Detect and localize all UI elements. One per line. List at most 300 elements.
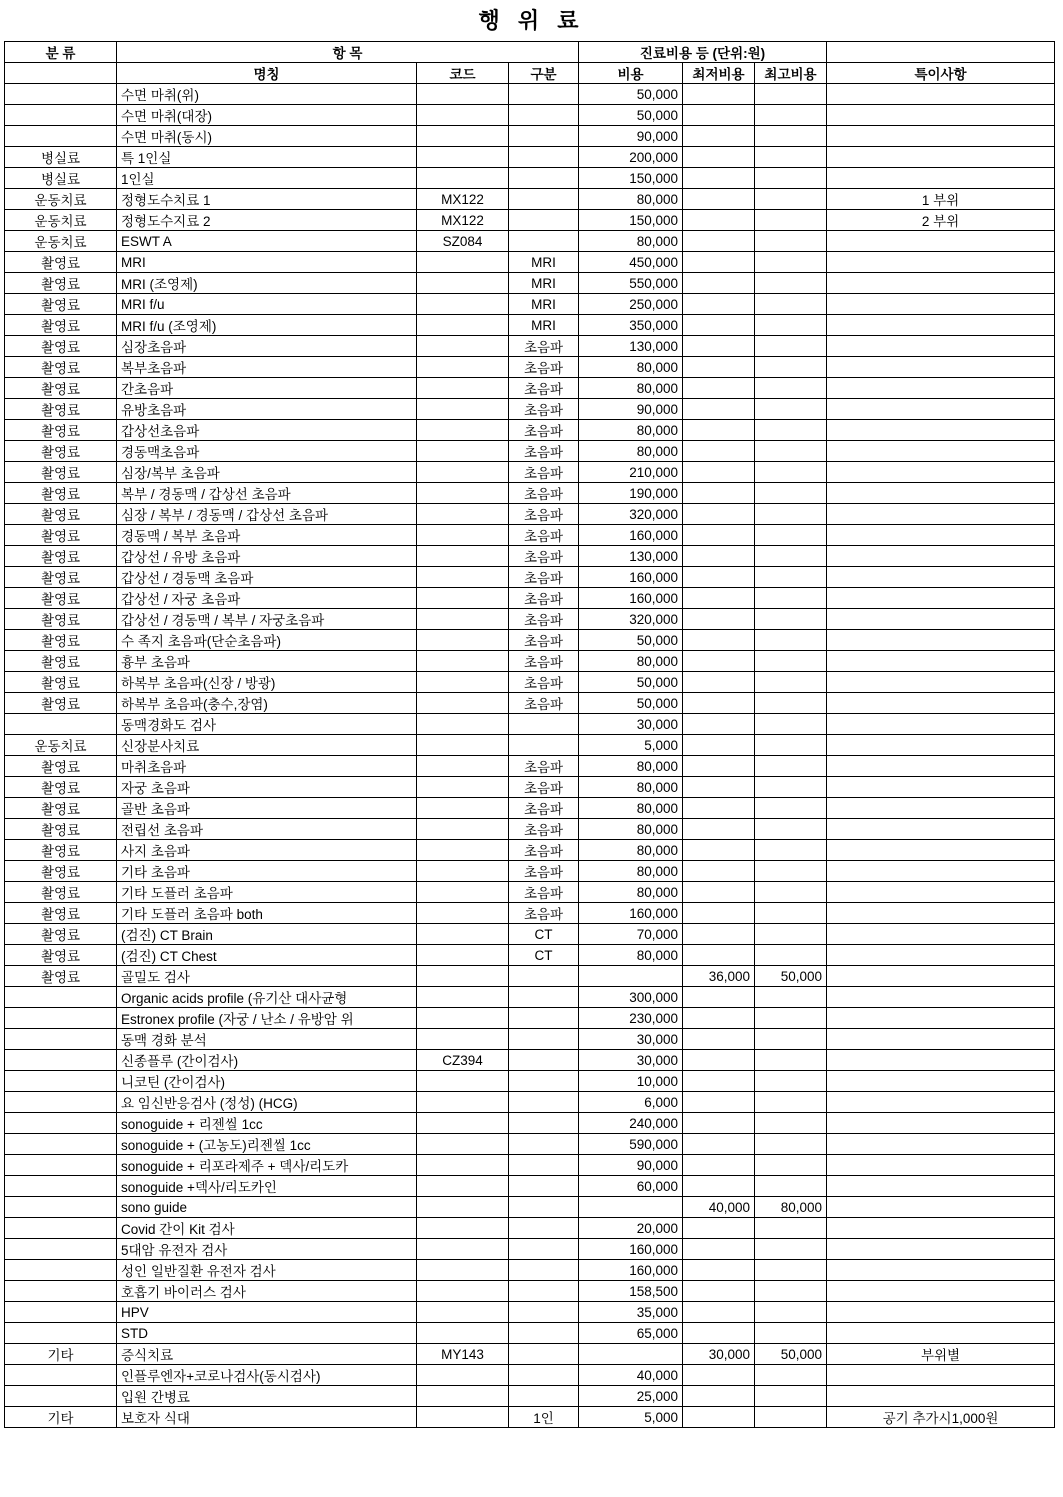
cell-division: [509, 1029, 579, 1050]
table-row: [5, 1155, 1055, 1176]
cell-note: [827, 462, 1055, 483]
cell-code: [417, 903, 509, 924]
cell-note: [827, 1029, 1055, 1050]
cell-max-cost: [755, 189, 827, 210]
cell-name: 수면 마취(위): [117, 84, 417, 105]
cell-name: (검진) CT Brain: [117, 924, 417, 945]
cell-category: 촬영료: [5, 777, 117, 798]
cell-cost: 50,000: [579, 672, 683, 693]
table-row: [5, 378, 1055, 399]
cell-note: [827, 777, 1055, 798]
cell-note: [827, 1386, 1055, 1407]
cell-code: [417, 1323, 509, 1344]
cell-note: [827, 147, 1055, 168]
table-row: [5, 84, 1055, 105]
cell-name: 갑상선 / 자궁 초음파: [117, 588, 417, 609]
cell-code: [417, 378, 509, 399]
cell-max-cost: [755, 651, 827, 672]
cell-division: [509, 1386, 579, 1407]
cell-note: [827, 1281, 1055, 1302]
table-row: [5, 1092, 1055, 1113]
table-row: [5, 672, 1055, 693]
header-note: 특이사항: [827, 63, 1055, 84]
cell-max-cost: [755, 378, 827, 399]
cell-note: 2 부위: [827, 210, 1055, 231]
cell-cost: 350,000: [579, 315, 683, 336]
cell-division: CT: [509, 945, 579, 966]
cell-division: 초음파: [509, 462, 579, 483]
header-item-group: 항 목: [117, 42, 579, 63]
cell-max-cost: [755, 945, 827, 966]
cell-note: [827, 1218, 1055, 1239]
cell-min-cost: [683, 756, 755, 777]
cell-code: [417, 651, 509, 672]
cell-name: 정형도수치료 1: [117, 189, 417, 210]
cell-code: [417, 462, 509, 483]
cell-division: [509, 1134, 579, 1155]
cell-category: [5, 1386, 117, 1407]
cell-code: [417, 84, 509, 105]
cell-cost: 80,000: [579, 357, 683, 378]
table-row: [5, 861, 1055, 882]
header-min-cost: 최저비용: [683, 63, 755, 84]
cell-name: 증식치료: [117, 1344, 417, 1365]
cell-division: [509, 1071, 579, 1092]
cell-category: 촬영료: [5, 483, 117, 504]
cell-code: [417, 1386, 509, 1407]
cell-max-cost: [755, 882, 827, 903]
cell-note: [827, 315, 1055, 336]
cell-max-cost: [755, 126, 827, 147]
cell-note: [827, 756, 1055, 777]
cell-name: 골반 초음파: [117, 798, 417, 819]
cell-name: 입원 간병료: [117, 1386, 417, 1407]
table-header-top: [5, 42, 1055, 63]
cell-min-cost: 36,000: [683, 966, 755, 987]
cell-min-cost: [683, 84, 755, 105]
cell-category: [5, 987, 117, 1008]
cell-note: 1 부위: [827, 189, 1055, 210]
cell-max-cost: [755, 336, 827, 357]
cell-min-cost: [683, 672, 755, 693]
cell-category: 촬영료: [5, 294, 117, 315]
cell-division: 초음파: [509, 567, 579, 588]
cell-max-cost: [755, 630, 827, 651]
cell-max-cost: [755, 903, 827, 924]
cell-name: 갑상선 / 유방 초음파: [117, 546, 417, 567]
cell-min-cost: [683, 504, 755, 525]
table-row: [5, 798, 1055, 819]
table-row: [5, 399, 1055, 420]
cell-min-cost: [683, 1302, 755, 1323]
cell-note: 공기 추가시1,000원: [827, 1407, 1055, 1428]
cell-max-cost: [755, 1092, 827, 1113]
cell-note: [827, 525, 1055, 546]
table-row: [5, 1281, 1055, 1302]
cell-note: [827, 1092, 1055, 1113]
cell-division: MRI: [509, 273, 579, 294]
cell-max-cost: [755, 420, 827, 441]
table-row: [5, 693, 1055, 714]
cell-code: [417, 945, 509, 966]
cell-name: 수면 마취(대장): [117, 105, 417, 126]
cell-cost: 160,000: [579, 567, 683, 588]
cell-category: 촬영료: [5, 525, 117, 546]
table-row: [5, 525, 1055, 546]
cell-max-cost: [755, 1176, 827, 1197]
cell-division: 초음파: [509, 672, 579, 693]
cell-category: 병실료: [5, 147, 117, 168]
cell-category: 기타: [5, 1344, 117, 1365]
cell-max-cost: [755, 924, 827, 945]
cell-max-cost: [755, 252, 827, 273]
cell-cost: 30,000: [579, 714, 683, 735]
cell-division: [509, 147, 579, 168]
cell-category: [5, 105, 117, 126]
cell-max-cost: [755, 1008, 827, 1029]
cell-division: 초음파: [509, 882, 579, 903]
cell-code: [417, 924, 509, 945]
cell-name: 보호자 식대: [117, 1407, 417, 1428]
cell-max-cost: [755, 1134, 827, 1155]
table-row: [5, 924, 1055, 945]
cell-name: 정형도수지료 2: [117, 210, 417, 231]
cell-name: 하복부 초음파(신장 / 방광): [117, 672, 417, 693]
cell-category: [5, 84, 117, 105]
cell-division: 초음파: [509, 504, 579, 525]
cell-division: [509, 105, 579, 126]
cell-cost: 5,000: [579, 735, 683, 756]
cell-cost: 70,000: [579, 924, 683, 945]
cell-name: 기타 초음파: [117, 861, 417, 882]
cell-min-cost: [683, 357, 755, 378]
cell-min-cost: [683, 336, 755, 357]
cell-cost: 80,000: [579, 651, 683, 672]
cell-note: [827, 1197, 1055, 1218]
cell-code: [417, 1281, 509, 1302]
cell-cost: 210,000: [579, 462, 683, 483]
cell-name: 심장초음파: [117, 336, 417, 357]
table-row: [5, 987, 1055, 1008]
cell-division: [509, 1344, 579, 1365]
cell-division: [509, 1176, 579, 1197]
cell-name: 기타 도플러 초음파 both: [117, 903, 417, 924]
table-row: [5, 483, 1055, 504]
cell-division: 초음파: [509, 840, 579, 861]
cell-note: [827, 588, 1055, 609]
cell-division: 초음파: [509, 819, 579, 840]
cell-note: [827, 672, 1055, 693]
header-division: 구분: [509, 63, 579, 84]
cell-division: MRI: [509, 315, 579, 336]
cell-max-cost: [755, 735, 827, 756]
table-row: [5, 1365, 1055, 1386]
cell-min-cost: [683, 378, 755, 399]
cell-code: [417, 504, 509, 525]
page-title: 행 위 료: [478, 8, 585, 33]
cell-division: [509, 1323, 579, 1344]
cell-min-cost: [683, 1407, 755, 1428]
cell-category: [5, 714, 117, 735]
cell-cost: 150,000: [579, 210, 683, 231]
cell-cost: 20,000: [579, 1218, 683, 1239]
fee-table: [4, 41, 1055, 1428]
cell-division: [509, 735, 579, 756]
cell-min-cost: [683, 1071, 755, 1092]
cell-cost: [579, 1197, 683, 1218]
table-row: [5, 420, 1055, 441]
cell-min-cost: 40,000: [683, 1197, 755, 1218]
cell-note: [827, 693, 1055, 714]
cell-name: 수면 마취(동시): [117, 126, 417, 147]
cell-code: [417, 1092, 509, 1113]
cell-code: [417, 1365, 509, 1386]
cell-code: [417, 588, 509, 609]
table-row: [5, 1050, 1055, 1071]
cell-code: CZ394: [417, 1050, 509, 1071]
cell-division: 초음파: [509, 399, 579, 420]
cell-min-cost: [683, 546, 755, 567]
cell-note: [827, 882, 1055, 903]
cell-cost: 80,000: [579, 819, 683, 840]
cell-min-cost: [683, 252, 755, 273]
cell-name: MRI f/u: [117, 294, 417, 315]
cell-min-cost: [683, 1365, 755, 1386]
cell-category: [5, 1281, 117, 1302]
cell-category: [5, 1260, 117, 1281]
cell-note: [827, 294, 1055, 315]
cell-name: MRI (조영제): [117, 273, 417, 294]
table-row: [5, 1134, 1055, 1155]
cell-division: 초음파: [509, 903, 579, 924]
cell-min-cost: [683, 609, 755, 630]
cell-code: [417, 819, 509, 840]
cell-code: [417, 1029, 509, 1050]
cell-cost: 30,000: [579, 1050, 683, 1071]
table-row: [5, 1239, 1055, 1260]
cell-code: [417, 1155, 509, 1176]
cell-code: [417, 1071, 509, 1092]
cell-max-cost: [755, 588, 827, 609]
cell-name: 경동맥초음파: [117, 441, 417, 462]
cell-code: [417, 840, 509, 861]
cell-code: [417, 882, 509, 903]
cell-code: [417, 1008, 509, 1029]
cell-max-cost: [755, 1407, 827, 1428]
cell-division: [509, 84, 579, 105]
cell-category: 병실료: [5, 168, 117, 189]
table-row: [5, 105, 1055, 126]
cell-note: [827, 903, 1055, 924]
cell-note: [827, 1239, 1055, 1260]
cell-min-cost: [683, 987, 755, 1008]
cell-code: [417, 357, 509, 378]
cell-cost: 90,000: [579, 126, 683, 147]
cell-division: 초음파: [509, 861, 579, 882]
cell-max-cost: [755, 357, 827, 378]
table-row: [5, 1407, 1055, 1428]
cell-category: 촬영료: [5, 336, 117, 357]
cell-division: 초음파: [509, 357, 579, 378]
cell-cost: 40,000: [579, 1365, 683, 1386]
cell-cost: 240,000: [579, 1113, 683, 1134]
cell-name: 동맥경화도 검사: [117, 714, 417, 735]
cell-note: [827, 126, 1055, 147]
table-row: [5, 357, 1055, 378]
cell-max-cost: [755, 987, 827, 1008]
cell-cost: 80,000: [579, 378, 683, 399]
cell-code: [417, 987, 509, 1008]
cell-category: 촬영료: [5, 966, 117, 987]
cell-name: 니코틴 (간이검사): [117, 1071, 417, 1092]
cell-max-cost: 50,000: [755, 1344, 827, 1365]
cell-category: 촬영료: [5, 693, 117, 714]
cell-note: [827, 357, 1055, 378]
cell-max-cost: [755, 504, 827, 525]
cell-cost: 230,000: [579, 1008, 683, 1029]
cell-min-cost: [683, 462, 755, 483]
cell-division: 초음파: [509, 336, 579, 357]
table-row: [5, 903, 1055, 924]
cell-name: 동맥 경화 분석: [117, 1029, 417, 1050]
cell-category: [5, 1092, 117, 1113]
cell-division: [509, 1239, 579, 1260]
cell-name: 심장/복부 초음파: [117, 462, 417, 483]
cell-cost: 90,000: [579, 399, 683, 420]
table-row: [5, 1218, 1055, 1239]
cell-max-cost: [755, 1386, 827, 1407]
cell-division: [509, 1218, 579, 1239]
cell-min-cost: [683, 735, 755, 756]
cell-min-cost: [683, 483, 755, 504]
cell-name: sonoguide + 리포라제주 + 덱사/리도카: [117, 1155, 417, 1176]
table-header-sub: [5, 63, 1055, 84]
cell-cost: 50,000: [579, 105, 683, 126]
cell-max-cost: [755, 231, 827, 252]
cell-max-cost: [755, 1323, 827, 1344]
cell-division: MRI: [509, 252, 579, 273]
cell-code: [417, 567, 509, 588]
table-row: [5, 1029, 1055, 1050]
cell-category: 기타: [5, 1407, 117, 1428]
cell-division: 초음파: [509, 420, 579, 441]
cell-division: 초음파: [509, 588, 579, 609]
cell-name: MRI: [117, 252, 417, 273]
cell-max-cost: [755, 840, 827, 861]
cell-note: [827, 1176, 1055, 1197]
cell-name: Organic acids profile (유기산 대사균형: [117, 987, 417, 1008]
cell-min-cost: [683, 924, 755, 945]
cell-code: [417, 420, 509, 441]
cell-max-cost: [755, 798, 827, 819]
cell-cost: 200,000: [579, 147, 683, 168]
cell-code: [417, 1197, 509, 1218]
cell-cost: 80,000: [579, 840, 683, 861]
cell-max-cost: [755, 693, 827, 714]
cell-cost: 160,000: [579, 525, 683, 546]
cell-max-cost: [755, 525, 827, 546]
cell-min-cost: [683, 1134, 755, 1155]
table-row: [5, 315, 1055, 336]
cell-division: [509, 1113, 579, 1134]
cell-cost: 80,000: [579, 882, 683, 903]
cell-name: 전립선 초음파: [117, 819, 417, 840]
cell-min-cost: [683, 210, 755, 231]
cell-min-cost: [683, 399, 755, 420]
cell-min-cost: [683, 945, 755, 966]
cell-code: [417, 1218, 509, 1239]
cell-category: 운동치료: [5, 210, 117, 231]
cell-category: 촬영료: [5, 840, 117, 861]
cell-code: [417, 777, 509, 798]
cell-note: [827, 546, 1055, 567]
cell-category: [5, 1302, 117, 1323]
cell-name: 자궁 초음파: [117, 777, 417, 798]
cell-division: 초음파: [509, 777, 579, 798]
cell-cost: 80,000: [579, 861, 683, 882]
cell-note: [827, 1050, 1055, 1071]
cell-cost: 590,000: [579, 1134, 683, 1155]
cell-max-cost: [755, 546, 827, 567]
cell-category: [5, 1029, 117, 1050]
cell-category: 운동치료: [5, 231, 117, 252]
cell-name: MRI f/u (조영제): [117, 315, 417, 336]
cell-min-cost: [683, 861, 755, 882]
cell-category: 촬영료: [5, 462, 117, 483]
cell-max-cost: [755, 819, 827, 840]
cell-name: 인플루엔자+코로나검사(동시검사): [117, 1365, 417, 1386]
cell-category: [5, 1008, 117, 1029]
cell-name: 유방초음파: [117, 399, 417, 420]
cell-max-cost: [755, 1071, 827, 1092]
cell-category: 촬영료: [5, 882, 117, 903]
cell-code: [417, 315, 509, 336]
cell-category: [5, 1071, 117, 1092]
cell-note: [827, 798, 1055, 819]
cell-cost: 160,000: [579, 1260, 683, 1281]
cell-code: [417, 798, 509, 819]
cell-note: [827, 441, 1055, 462]
cell-category: 운동치료: [5, 735, 117, 756]
cell-category: 촬영료: [5, 861, 117, 882]
cell-category: 촬영료: [5, 546, 117, 567]
cell-cost: 80,000: [579, 441, 683, 462]
cell-min-cost: [683, 1176, 755, 1197]
cell-division: CT: [509, 924, 579, 945]
cell-code: SZ084: [417, 231, 509, 252]
cell-max-cost: [755, 273, 827, 294]
cell-note: [827, 840, 1055, 861]
cell-division: [509, 1302, 579, 1323]
cell-note: [827, 399, 1055, 420]
cell-division: [509, 966, 579, 987]
table-row: [5, 630, 1055, 651]
cell-note: [827, 1071, 1055, 1092]
cell-note: [827, 819, 1055, 840]
table-row: [5, 777, 1055, 798]
cell-name: 신장분사치료: [117, 735, 417, 756]
cell-cost: 320,000: [579, 504, 683, 525]
table-row: [5, 588, 1055, 609]
cell-name: sonoguide + 리젠씰 1cc: [117, 1113, 417, 1134]
header-note-blank: [827, 42, 1055, 63]
cell-name: 경동맥 / 복부 초음파: [117, 525, 417, 546]
cell-name: 갑상선초음파: [117, 420, 417, 441]
cell-category: 촬영료: [5, 567, 117, 588]
cell-min-cost: [683, 1218, 755, 1239]
cell-cost: 160,000: [579, 588, 683, 609]
cell-code: [417, 630, 509, 651]
